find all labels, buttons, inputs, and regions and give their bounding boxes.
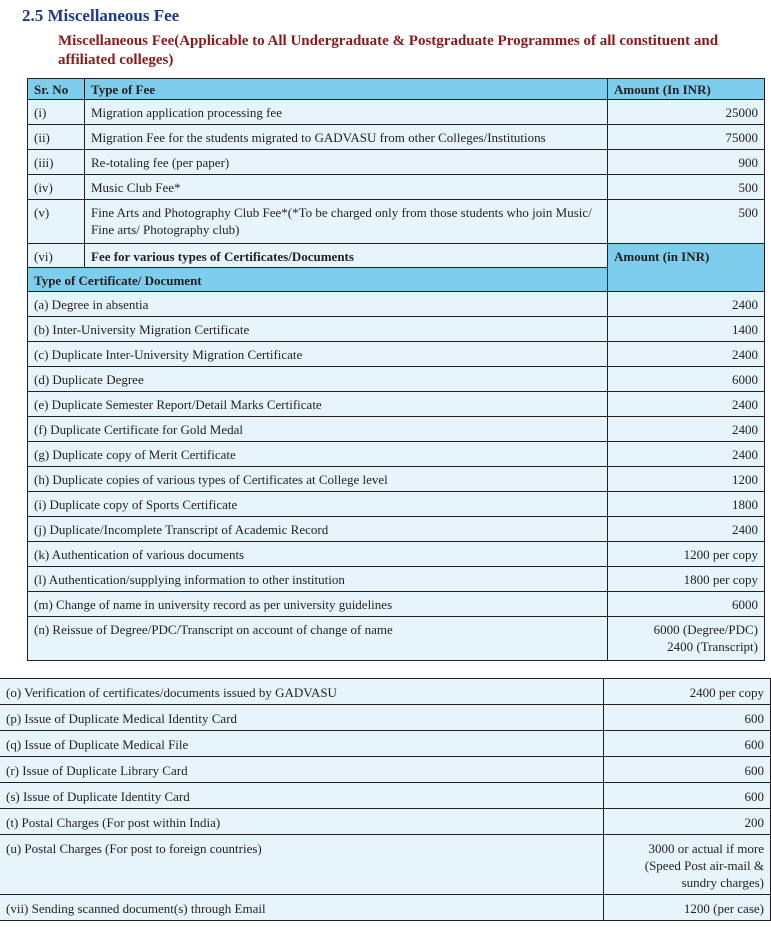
amount-cell: 1200 per copy bbox=[608, 542, 765, 567]
amount-cell: 1800 bbox=[608, 492, 765, 517]
table-row bbox=[0, 895, 771, 921]
desc-cell: (s) Issue of Duplicate Identity Card bbox=[0, 783, 604, 809]
amount-line: (Speed Post air-mail & bbox=[644, 858, 764, 873]
amount-cell: 500 bbox=[608, 175, 765, 200]
section-title: 2.5 Miscellaneous Fee bbox=[22, 6, 180, 25]
table-row bbox=[28, 125, 765, 150]
desc-cell: (h) Duplicate copies of various types of Certificates at College level bbox=[28, 467, 608, 492]
fee-table-continued bbox=[0, 678, 771, 921]
table-row bbox=[28, 567, 765, 592]
table-row bbox=[28, 317, 765, 342]
desc-cell: (i) Duplicate copy of Sports Certificate bbox=[28, 492, 608, 517]
sr-cell: (vi) bbox=[28, 244, 85, 268]
desc-cell: (r) Issue of Duplicate Library Card bbox=[0, 757, 604, 783]
amount-line: 2400 (Transcript) bbox=[667, 639, 758, 654]
amount-cell: 2400 bbox=[608, 417, 765, 442]
table-subtitle: Miscellaneous Fee(Applicable to All Undergraduate & Postgraduate Programmes of all constituent and affiliated colleges) bbox=[58, 33, 719, 68]
amount-cell bbox=[604, 835, 771, 895]
sr-cell: (iv) bbox=[28, 175, 85, 200]
amount-line: 3000 or actual if more bbox=[648, 841, 764, 856]
desc-cell: (a) Degree in absentia bbox=[28, 292, 608, 317]
certificates-amount-heading: Amount (in INR) bbox=[608, 244, 765, 292]
table-row bbox=[28, 517, 765, 542]
desc-cell: Migration application processing fee bbox=[85, 100, 608, 125]
desc-cell: (k) Authentication of various documents bbox=[28, 542, 608, 567]
table-row bbox=[28, 392, 765, 417]
amount-cell: 2400 bbox=[608, 392, 765, 417]
certificates-header-row bbox=[28, 244, 765, 268]
amount-cell: 900 bbox=[608, 150, 765, 175]
desc-cell: (j) Duplicate/Incomplete Transcript of Academic Record bbox=[28, 517, 608, 542]
table-row bbox=[0, 679, 771, 705]
table-row bbox=[28, 367, 765, 392]
sr-cell: (ii) bbox=[28, 125, 85, 150]
amount-cell: 75000 bbox=[608, 125, 765, 150]
desc-cell: Fine Arts and Photography Club Fee*(*To be charged only from those students who join Music/ Fine arts/ Photography club) bbox=[85, 200, 608, 244]
desc-cell: (f) Duplicate Certificate for Gold Medal bbox=[28, 417, 608, 442]
desc-cell: (e) Duplicate Semester Report/Detail Marks Certificate bbox=[28, 392, 608, 417]
desc-cell: (b) Inter-University Migration Certificate bbox=[28, 317, 608, 342]
table-row bbox=[28, 467, 765, 492]
amount-cell: 2400 bbox=[608, 517, 765, 542]
desc-cell: (u) Postal Charges (For post to foreign countries) bbox=[0, 835, 604, 895]
fee-table bbox=[27, 78, 765, 661]
header-type-of-fee: Type of Fee bbox=[85, 79, 608, 100]
amount-cell: 6000 bbox=[608, 367, 765, 392]
amount-cell: 6000 bbox=[608, 592, 765, 617]
amount-cell: 2400 bbox=[608, 442, 765, 467]
amount-cell: 2400 bbox=[608, 292, 765, 317]
amount-cell: 1200 (per case) bbox=[604, 895, 771, 921]
table-row bbox=[28, 175, 765, 200]
desc-cell: Re-totaling fee (per paper) bbox=[85, 150, 608, 175]
amount-cell: 600 bbox=[604, 783, 771, 809]
header-amount: Amount (In INR) bbox=[608, 79, 765, 100]
desc-cell: (g) Duplicate copy of Merit Certificate bbox=[28, 442, 608, 467]
amount-cell: 600 bbox=[604, 705, 771, 731]
amount-line: sundry charges) bbox=[681, 875, 764, 890]
table-row bbox=[28, 617, 765, 661]
sr-cell: (v) bbox=[28, 200, 85, 244]
table-row bbox=[0, 809, 771, 835]
amount-cell: 1800 per copy bbox=[608, 567, 765, 592]
amount-cell: 1200 bbox=[608, 467, 765, 492]
sr-cell: (iii) bbox=[28, 150, 85, 175]
table-row bbox=[0, 783, 771, 809]
table-row bbox=[28, 492, 765, 517]
table-row bbox=[0, 757, 771, 783]
desc-cell: (m) Change of name in university record as per university guidelines bbox=[28, 592, 608, 617]
table-row bbox=[28, 417, 765, 442]
table-row bbox=[28, 200, 765, 244]
desc-cell: Migration Fee for the students migrated to GADVASU from other Colleges/Institutions bbox=[85, 125, 608, 150]
desc-cell: (q) Issue of Duplicate Medical File bbox=[0, 731, 604, 757]
desc-cell: (t) Postal Charges (For post within India) bbox=[0, 809, 604, 835]
table-row bbox=[0, 705, 771, 731]
table-row bbox=[28, 100, 765, 125]
table-row bbox=[28, 342, 765, 367]
certificates-heading: Fee for various types of Certificates/Documents bbox=[85, 244, 608, 268]
table-row bbox=[28, 150, 765, 175]
desc-cell: (l) Authentication/supplying information to other institution bbox=[28, 567, 608, 592]
section-header bbox=[22, 6, 179, 26]
amount-cell: 500 bbox=[608, 200, 765, 244]
table-row bbox=[0, 731, 771, 757]
header-sr-no: Sr. No bbox=[28, 79, 85, 100]
desc-cell: (n) Reissue of Degree/PDC/Transcript on account of change of name bbox=[28, 617, 608, 661]
amount-cell: 600 bbox=[604, 731, 771, 757]
table-row bbox=[28, 542, 765, 567]
table-row bbox=[28, 292, 765, 317]
desc-cell: (d) Duplicate Degree bbox=[28, 367, 608, 392]
amount-cell: 200 bbox=[604, 809, 771, 835]
table-header-row bbox=[28, 79, 765, 100]
table-row bbox=[28, 442, 765, 467]
amount-cell: 2400 per copy bbox=[604, 679, 771, 705]
desc-cell: (vii) Sending scanned document(s) through Email bbox=[0, 895, 604, 921]
amount-line: 6000 (Degree/PDC) bbox=[653, 622, 758, 637]
desc-cell: (c) Duplicate Inter-University Migration Certificate bbox=[28, 342, 608, 367]
desc-cell: (o) Verification of certificates/documents issued by GADVASU bbox=[0, 679, 604, 705]
desc-cell: Music Club Fee* bbox=[85, 175, 608, 200]
certificate-type-heading: Type of Certificate/ Document bbox=[28, 268, 608, 292]
amount-cell bbox=[608, 617, 765, 661]
amount-cell: 25000 bbox=[608, 100, 765, 125]
sr-cell: (i) bbox=[28, 100, 85, 125]
amount-cell: 600 bbox=[604, 757, 771, 783]
table-row bbox=[28, 592, 765, 617]
desc-cell: (p) Issue of Duplicate Medical Identity Card bbox=[0, 705, 604, 731]
amount-cell: 1400 bbox=[608, 317, 765, 342]
table-row bbox=[0, 835, 771, 895]
amount-cell: 2400 bbox=[608, 342, 765, 367]
